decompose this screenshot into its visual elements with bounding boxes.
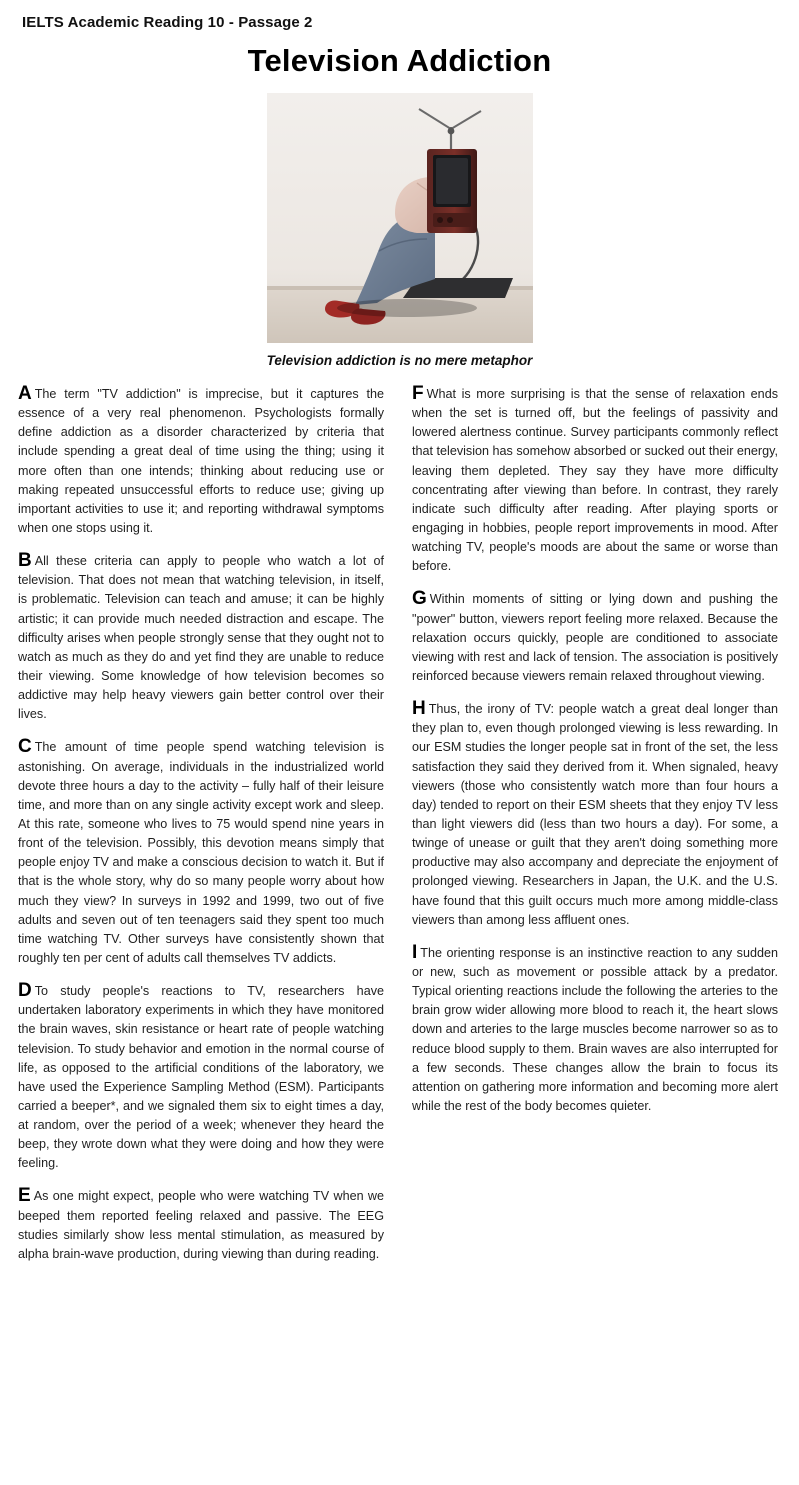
column-right [412, 384, 778, 1129]
paragraph-marker-h: H [412, 698, 426, 720]
television-addiction-photo [267, 93, 533, 343]
page-title: Television Addiction [247, 43, 552, 78]
passage-figure [18, 93, 781, 343]
figure-caption: Television addiction is no mere metaphor [266, 353, 533, 368]
paragraph-d [18, 981, 384, 1173]
paragraph-e [18, 1186, 384, 1264]
paragraph-marker-a: A [18, 383, 32, 404]
passage-columns [18, 384, 781, 1277]
page-header-title: IELTS Academic Reading 10 - Passage 2 [22, 14, 313, 31]
paragraph-text-h: Thus, the irony of TV: people watch a great deal longer than they plan to, even though prolonged viewing is less rewarding. In our ESM studies the longer people sat in front of the set, the less satisfaction they said they derived from it. When signaled, heavy viewers (those who consistently watch more than four hours a day) tended to report on their ESM sheets that they enjoy TV less than light viewers did (less than two hours a day). For some, a twinge of unease or guilt that they aren't doing something more productive may also accompany and depreciate the enjoyment of prolonged viewing. Researchers in Japan, the U.K. and the U.S. have found that this guilt occurs much more among middle-class viewers than among less affluent ones. [412, 702, 778, 927]
paragraph-text-a: The term "TV addiction" is imprecise, but it captures the essence of a very real phenomenon. Psychologists formally define addiction as a disorder characterized by criteria that include spending a great deal of time using the thing; using it more often than one intends; thinking about reducing use or making repeated unsuccessful efforts to reduce use; giving up important activities to use it; and reporting withdrawal symptoms when one stops using it. [18, 387, 384, 535]
paragraph-marker-e: E [18, 1185, 31, 1207]
paragraph-a [18, 384, 384, 538]
column-left [18, 384, 384, 1277]
paragraph-g [412, 589, 778, 686]
paragraph-h [412, 699, 778, 930]
paragraph-text-i: The orienting response is an instinctive reaction to any sudden or new, such as movement or possible attack by a predator. Typical orienting reactions include the following the arteries to the brain grow wider allowing more blood to reach it, the heart slows down and arteries to the large muscles become narrower so as to reduce blood supply to them. Brain waves are also interrupted for a few seconds. These changes allow the brain to focus its attention on gathering more information and becoming more alert while the rest of the body becomes quieter. [412, 945, 778, 1113]
paragraph-c [18, 737, 384, 968]
paragraph-b [18, 551, 384, 724]
paragraph-f [412, 384, 778, 576]
paragraph-marker-b: B [18, 550, 32, 572]
paragraph-text-e: As one might expect, people who were watching TV when we beeped them reported feeling relaxed and passive. The EEG studies similarly show less mental stimulation, as measured by alpha brain-wave production, during viewing than during reading. [18, 1189, 384, 1261]
paragraph-marker-f: F [412, 383, 424, 404]
paragraph-i [412, 943, 778, 1116]
paragraph-text-d: To study people's reactions to TV, researchers have undertaken laboratory experiments in which they have monitored the brain waves, skin resistance or heart rate of people watching television. To study behavior and emotion in the normal course of life, as opposed to the artificial conditions of the laboratory, we have used the Experience Sampling Method (ESM). Participants carried a beeper*, and we signaled them six to eight times a day, at random, over the period of a week; whenever they heard the beep, they wrote down what they were doing and how they were feeling. [18, 984, 384, 1171]
paragraph-marker-i: I [412, 941, 418, 963]
paragraph-marker-d: D [18, 980, 32, 1002]
paragraph-marker-g: G [412, 588, 427, 610]
paragraph-text-g: Within moments of sitting or lying down and pushing the "power" button, viewers report feeling more relaxed. Because the relaxation occurs quickly, people are conditioned to associate viewing with rest and lack of tension. The association is positively reinforced because viewers remain relaxed throughout viewing. [412, 592, 778, 683]
paragraph-text-c: The amount of time people spend watching television is astonishing. On average, individuals in the industrialized world devote three hours a day to the activity – fully half of their leisure time, and more than on any single activity except work and sleep. At this rate, someone who lives to 75 would spend nine years in front of the television. Possibly, this devotion means simply that people enjoy TV and make a conscious decision to watch it. But if that is the whole story, why do so many people worry about how much they view? In surveys in 1992 and 1999, two out of five adults and seven out of ten teenagers said they spent too much time watching TV. Other surveys have consistently shown that roughly ten per cent of adults call themselves TV addicts. [18, 740, 384, 965]
paragraph-marker-c: C [18, 736, 32, 758]
paragraph-text-f: What is more surprising is that the sense of relaxation ends when the set is turned off, but the feelings of passivity and lowered alertness continue. Survey participants commonly reflect that television has somehow absorbed or sucked out their energy, leaving them depleted. They say they have more difficulty concentrating after viewing than before. In contrast, they rarely indicate such difficulty after reading. After playing sports or engaging in hobbies, people report improvements in mood. After watching TV, people's moods are about the same or worse than before. [412, 387, 778, 574]
paragraph-text-b: All these criteria can apply to people who watch a lot of television. That does not mean that watching television, in itself, is problematic. Television can teach and amuse; it can be highly artistic; it can provide much needed distraction and escape. The difficulty arises when people strongly sense that they ought not to watch as much as they do and yet find they are unable to reduce their viewing. Some knowledge of how television becomes so addictive may help heavy viewers gain better control over their lives. [18, 554, 384, 722]
